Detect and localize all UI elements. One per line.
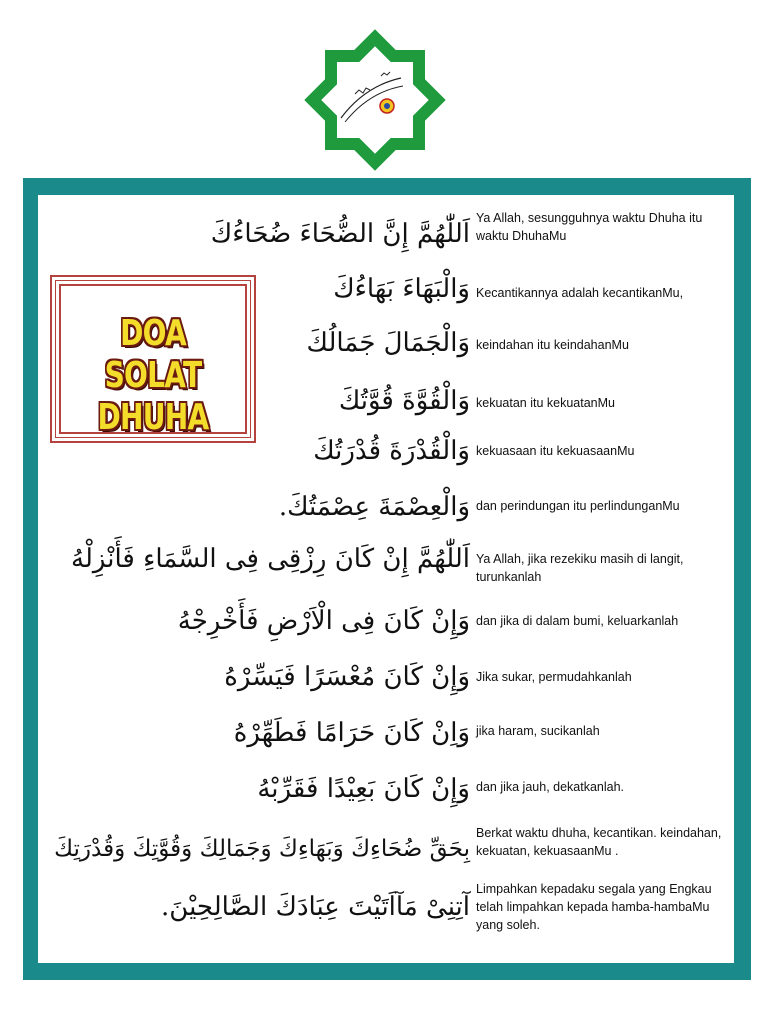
arabic-text: وَإِنْ كَانَ فِى الْاَرْضِ فَأَخْرِجْهُ xyxy=(177,606,470,636)
arabic-text: آتِنِىْ مَآاَتَيْتَ عِبَادَكَ الصَّالِحِيْنَ. xyxy=(161,892,470,922)
arabic-text: وَالْقُدْرَةَ قُدْرَتُكَ xyxy=(313,436,470,466)
title-line-2: DHUHA xyxy=(97,397,209,438)
page-title xyxy=(74,313,232,439)
translation-text: kekuasaan itu kekuasaanMu xyxy=(476,444,635,458)
arabic-text: وَالْبَهَاءَ بَهَاءُكَ xyxy=(333,274,470,304)
arabic-text: وَاِنْ كَانَ حَرَامًا فَطَهِّرْهُ xyxy=(233,718,470,748)
arabic-text: بِحَقِّ ضُحَاءِكَ وَبَهَاءِكَ وَجَمَالِكَ وَقُوَّتِكَ وَقُدْرَتِكَ xyxy=(54,836,470,862)
arabic-text: وَالْقُوَّةَ قُوَّتُكَ xyxy=(338,386,470,416)
star-logo-icon xyxy=(296,26,454,174)
translation-text: Jika sukar, permudahkanlah xyxy=(476,670,632,684)
translation-text: keindahan itu keindahanMu xyxy=(476,338,629,352)
translation-text: Berkat waktu dhuha, kecantikan. keindahan, kekuatan, kekuasaanMu . xyxy=(476,826,722,858)
arabic-text: وَالْجَمَالَ جَمَالُكَ xyxy=(306,328,470,358)
translation-text: Limpahkan kepadaku segala yang Engkau telah limpahkan kepada hamba-hambaMu yang soleh. xyxy=(476,882,712,932)
arabic-text: وَإِنْ كَانَ مُعْسَرًا فَيَسِّرْهُ xyxy=(224,662,470,692)
translation-text: dan jika jauh, dekatkanlah. xyxy=(476,780,625,794)
arabic-text: وَالْعِصْمَةَ عِصْمَتُكَ. xyxy=(278,492,470,522)
title-box xyxy=(50,275,256,443)
arabic-text: وَإِنْ كَانَ بَعِيْدًا فَقَرِّبْهُ xyxy=(257,774,470,804)
translation-text: Kecantikannya adalah kecantikanMu, xyxy=(476,286,684,300)
translation-text: dan perindungan itu perlindunganMu xyxy=(476,499,680,513)
translation-text: Ya Allah, sesungguhnya waktu Dhuha itu waktu DhuhaMu xyxy=(476,211,703,243)
translation-text: jika haram, sucikanlah xyxy=(476,724,600,738)
title-line-1: DOA SOLAT xyxy=(104,313,202,396)
translation-text: dan jika di dalam bumi, keluarkanlah xyxy=(476,614,679,628)
translation-text: Ya Allah, jika rezekiku masih di langit, turunkanlah xyxy=(476,552,684,584)
translation-text: kekuatan itu kekuatanMu xyxy=(476,396,615,410)
arabic-text: اَللّٰهُمَّ إِنْ كَانَ رِزْقِى فِى السَّمَاءِ فَأَنْزِلْهُ xyxy=(71,544,470,574)
arabic-text: اَللّٰهُمَّ إِنَّ الضُّحَاءَ ضُحَاءُكَ xyxy=(210,219,470,249)
